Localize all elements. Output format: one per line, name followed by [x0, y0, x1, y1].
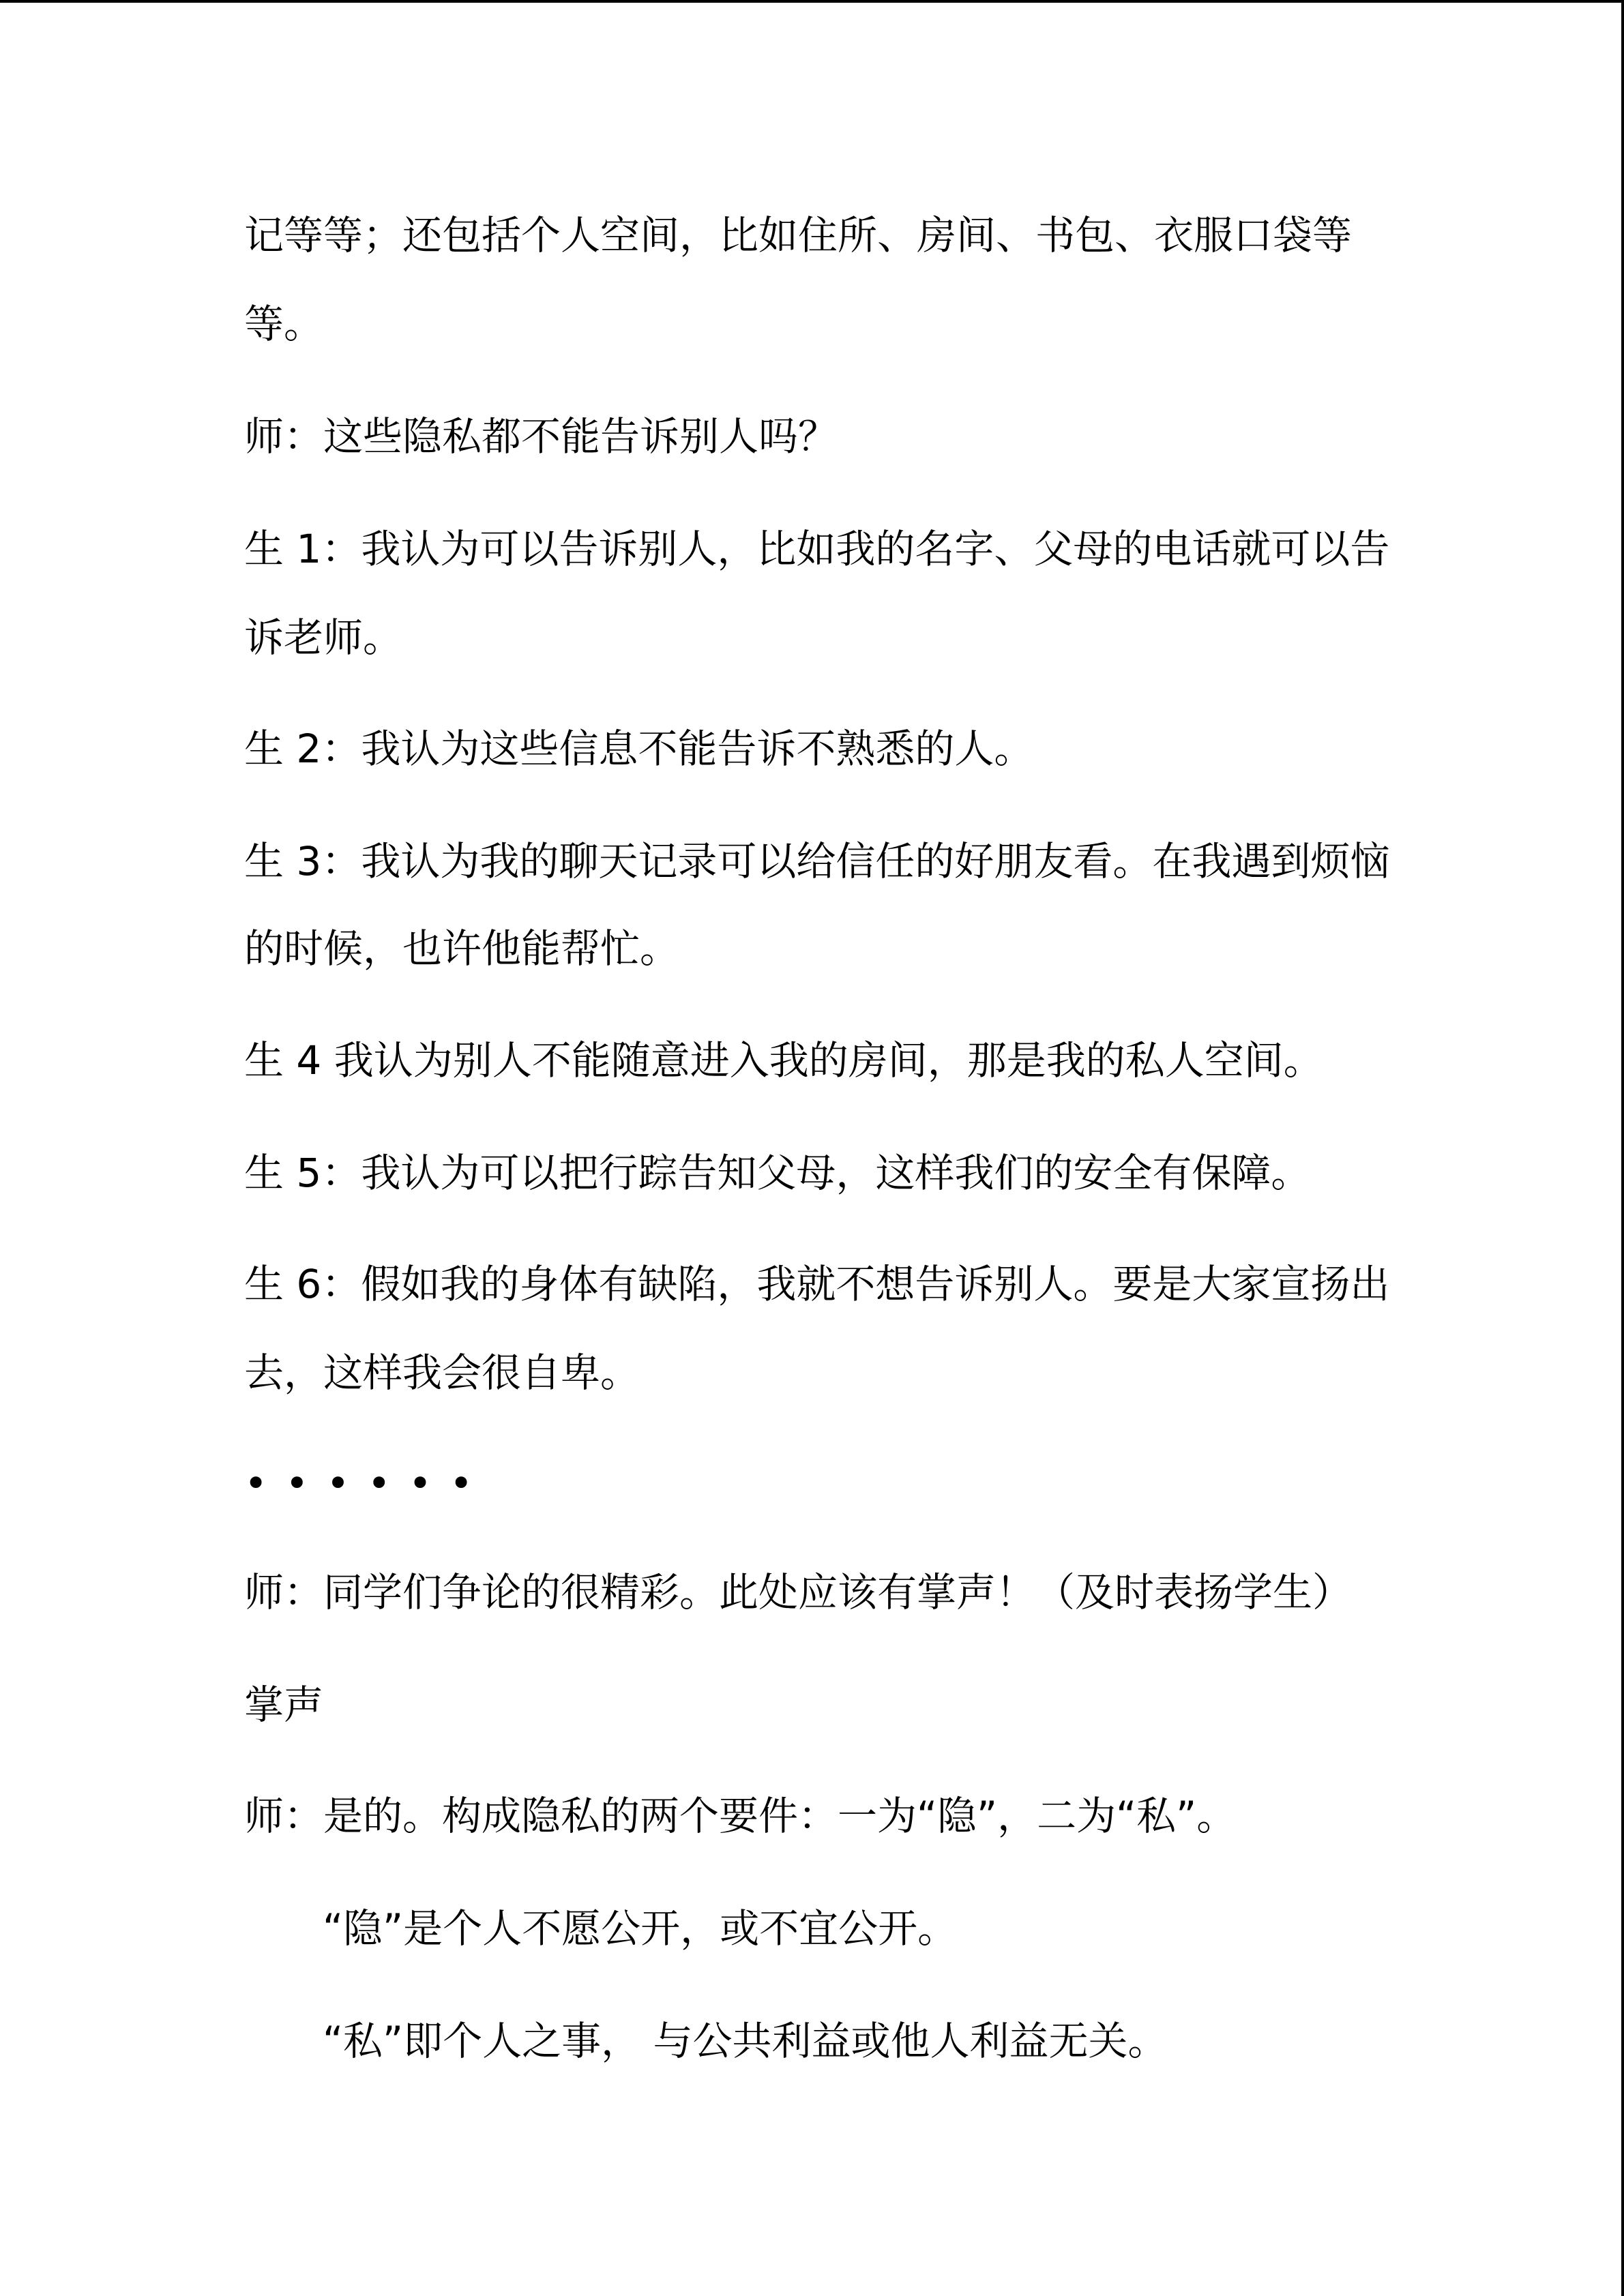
definition-si: “私”即个人之事， 与公共利益或他人利益无关。 [323, 2018, 1168, 2064]
student-3-answer: 生 3：我认为我的聊天记录可以给信任的好朋友看。在我遇到烦恼 [244, 838, 1390, 884]
definition-yin: “隐”是个人不愿公开，或不宜公开。 [323, 1905, 958, 1952]
paragraph-line: 等。 [244, 301, 324, 347]
teacher-praise: 师：同学们争论的很精彩。此处应该有掌声！（及时表扬学生） [244, 1569, 1353, 1615]
student-6-answer: 生 6：假如我的身体有缺陷，我就不想告诉别人。要是大家宣扬出 [244, 1261, 1390, 1307]
ellipsis-dots: •••••• [244, 1460, 491, 1506]
student-5-answer: 生 5：我认为可以把行踪告知父母，这样我们的安全有保障。 [244, 1150, 1311, 1196]
student-4-answer: 生 4 我认为别人不能随意进入我的房间，那是我的私人空间。 [244, 1037, 1323, 1084]
teacher-explanation: 师：是的。构成隐私的两个要件：一为“隐”，二为“私”。 [244, 1793, 1237, 1839]
student-2-answer: 生 2：我认为这些信息不能告诉不熟悉的人。 [244, 726, 1034, 772]
applause-line: 掌声 [244, 1682, 324, 1728]
student-1-answer: 生 1：我认为可以告诉别人，比如我的名字、父母的电话就可以告 [244, 526, 1390, 572]
page-border-top [0, 0, 1624, 3]
page-border-right [1621, 0, 1624, 2296]
student-3-answer-cont: 的时候，也许他能帮忙。 [244, 925, 680, 972]
student-1-answer-cont: 诉老师。 [244, 614, 403, 661]
paragraph-line: 记等等；还包括个人空间，比如住所、房间、书包、衣服口袋等 [244, 212, 1353, 258]
teacher-question: 师：这些隐私都不能告诉别人吗？ [244, 413, 838, 460]
student-6-answer-cont: 去，这样我会很自卑。 [244, 1350, 640, 1396]
